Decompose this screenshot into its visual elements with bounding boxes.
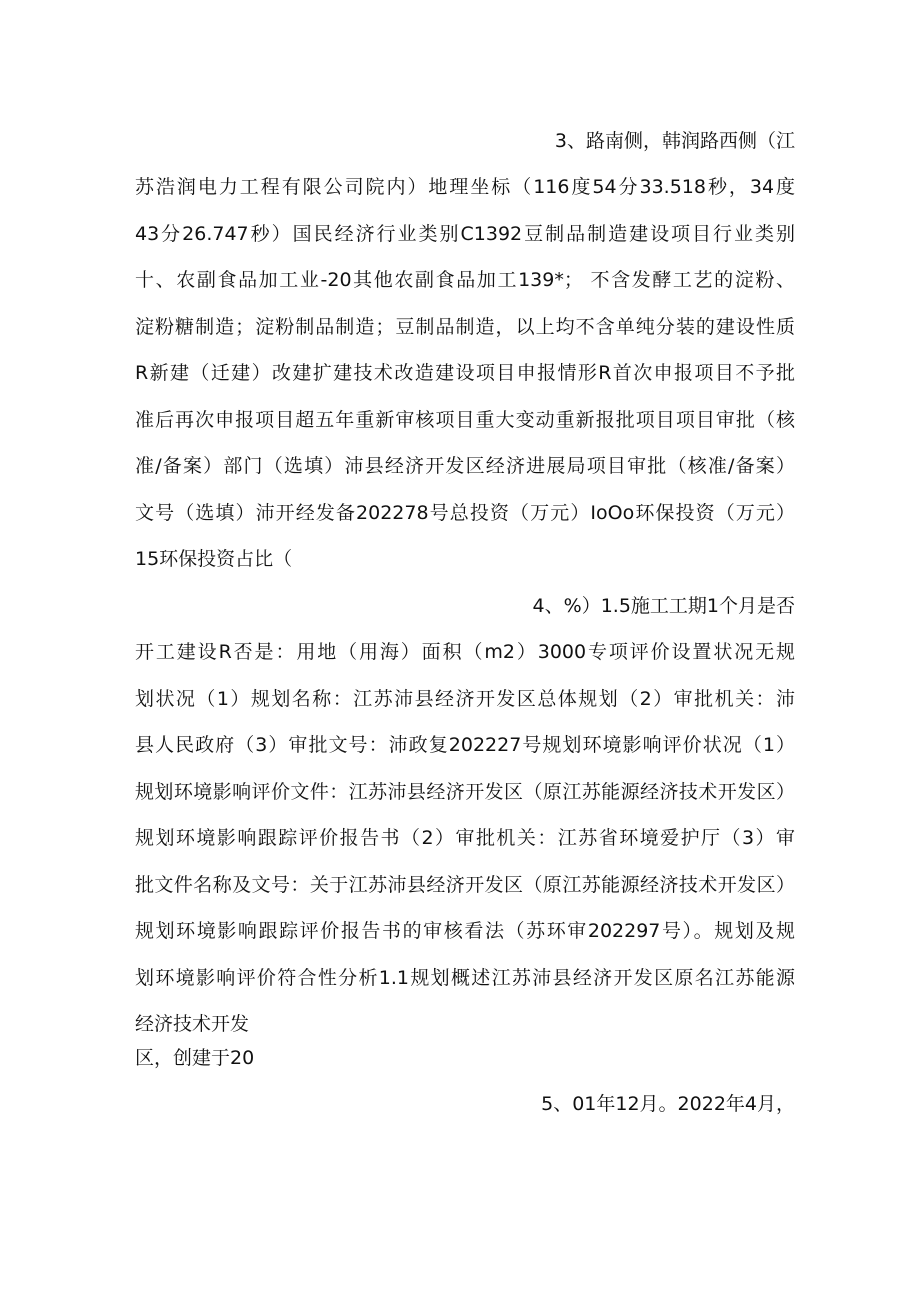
paragraph-line: 规划环境影响跟踪评价报告书（2）审批机关：江苏省环境爱护厅（3）审 xyxy=(135,827,795,849)
paragraph-line: 划环境影响评价符合性分析1.1规划概述江苏沛县经济开发区原名江苏能源 xyxy=(135,967,795,989)
paragraph-line: 批文件名称及文号：关于江苏沛县经济开发区（原江苏能源经济技术开发区） xyxy=(135,874,795,896)
paragraph-line: 县人民政府（3）审批文号：沛政复202227号规划环境影响评价状况（1） xyxy=(135,734,795,756)
paragraph-line: 4、%）1.5施工工期1个月是否 xyxy=(532,595,795,617)
paragraph-line: 准/备案）部门（选填）沛县经济开发区经济进展局项目审批（核准/备案） xyxy=(135,455,795,477)
paragraph-line: R新建（迁建）改建扩建技术改造建设项目申报情形R首次申报项目不予批 xyxy=(135,362,795,384)
paragraph-line: 规划环境影响跟踪评价报告书的审核看法（苏环审202297号）。规划及规 xyxy=(135,920,795,942)
paragraph-line: 准后再次申报项目超五年重新审核项目重大变动重新报批项目项目审批（核 xyxy=(135,409,795,431)
paragraph-line: 十、农副食品加工业-20其他农副食品加工139*； 不含发酵工艺的淀粉、 xyxy=(135,269,795,291)
paragraph-line: 开工建设R否是：用地（用海）面积（m2）3000专项评价设置状况无规 xyxy=(135,641,795,663)
paragraph-line: 苏浩润电力工程有限公司院内）地理坐标（116度54分33.518秒，34度 xyxy=(135,176,795,198)
paragraph-line: 43分26.747秒）国民经济行业类别C1392豆制品制造建设项目行业类别 xyxy=(135,223,795,245)
paragraph-line: 划状况（1）规划名称：江苏沛县经济开发区总体规划（2）审批机关：沛 xyxy=(135,688,795,710)
paragraph-line: 淀粉糖制造；淀粉制品制造；豆制品制造，以上均不含单纯分装的建设性质 xyxy=(135,316,795,338)
paragraph-line: 规划环境影响评价文件：江苏沛县经济开发区（原江苏能源经济技术开发区） xyxy=(135,781,795,803)
paragraph-line: 文号（选填）沛开经发备202278号总投资（万元）IoOo环保投资（万元） xyxy=(135,502,795,524)
paragraph-line: 区，创建于20 xyxy=(135,1047,255,1069)
paragraph-line: 3、路南侧，韩润路西侧（江 xyxy=(554,130,795,152)
paragraph-line: 15环保投资占比（ xyxy=(135,548,293,570)
paragraph-line: 经济技术开发 xyxy=(135,1013,250,1035)
paragraph-line: 5、01年12月。2022年4月， xyxy=(541,1093,795,1115)
